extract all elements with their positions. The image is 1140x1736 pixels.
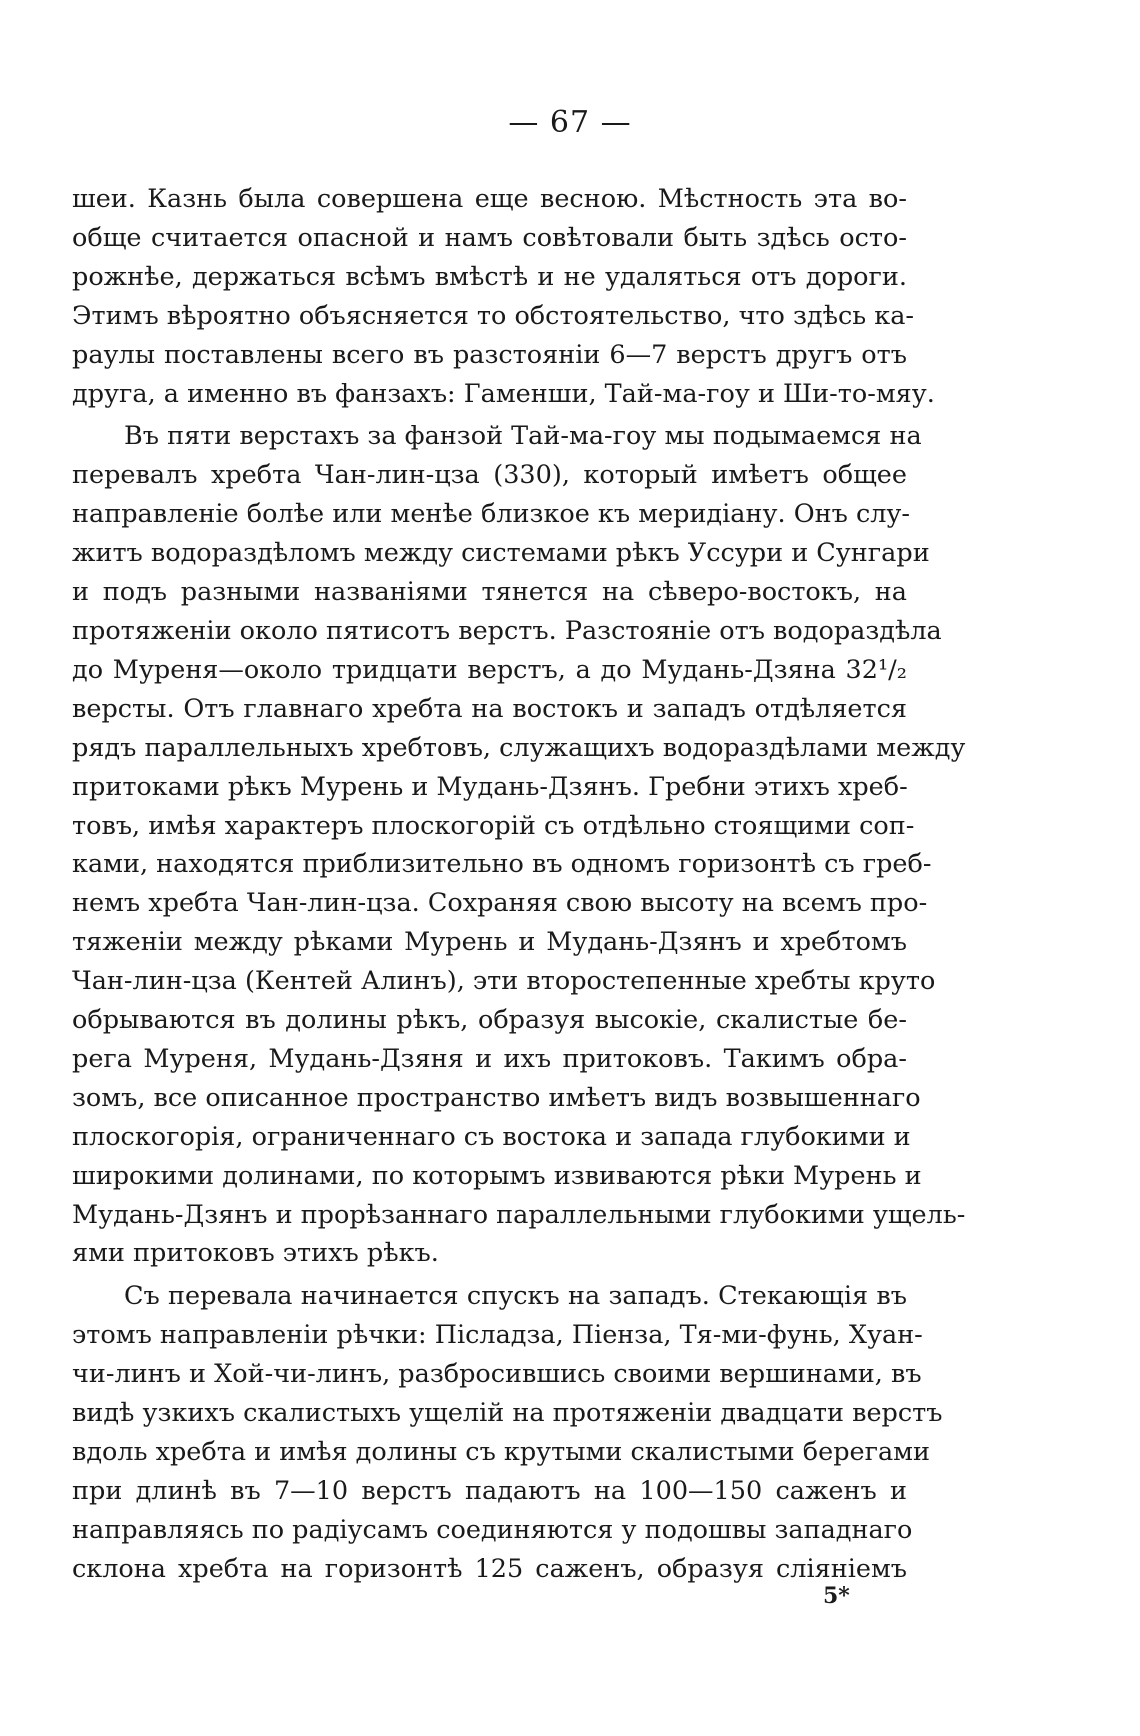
text-line: перевалъ хребта Чан-лин-цза (330), который имѣетъ общее bbox=[72, 460, 907, 491]
text-line: тяженіи между рѣками Мурень и Мудань-Дзянъ и хребтомъ bbox=[72, 927, 907, 958]
text-line: рядъ параллельныхъ хребтовъ, служащихъ водораздѣлами между bbox=[72, 732, 966, 763]
body-text bbox=[72, 180, 966, 1589]
paragraph bbox=[72, 417, 966, 1273]
text-line: и подъ разными названіями тянется на сѣверо-востокъ, на bbox=[72, 577, 907, 608]
text-line: обще считается опасной и намъ совѣтовали быть здѣсь осто- bbox=[72, 222, 907, 253]
text-line: видѣ узкихъ скалистыхъ ущелій на протяженіи двадцати верстъ bbox=[72, 1398, 943, 1429]
text-line: версты. Отъ главнаго хребта на востокъ и западъ отдѣляется bbox=[72, 693, 907, 724]
text-line: Съ перевала начинается спускъ на западъ. Стекающія въ bbox=[124, 1281, 907, 1312]
text-line: склона хребта на горизонтѣ 125 саженъ, образуя сліяніемъ bbox=[72, 1553, 907, 1584]
text-line: протяженіи около пятисотъ верстъ. Разстояніе отъ водораздѣла bbox=[72, 615, 942, 646]
text-line: этомъ направленіи рѣчки: Післадза, Піенза, Тя-ми-фунь, Хуан- bbox=[72, 1320, 923, 1351]
text-line: раулы поставлены всего въ разстояніи 6—7 верстъ другъ отъ bbox=[72, 339, 907, 370]
signature-mark: 5* bbox=[823, 1583, 850, 1609]
text-line: при длинѣ въ 7—10 верстъ падаютъ на 100—150 саженъ и bbox=[72, 1475, 907, 1506]
text-line: зомъ, все описанное пространство имѣетъ видъ возвышеннаго bbox=[72, 1082, 921, 1113]
text-line: друга, а именно въ фанзахъ: Гаменши, Тай-ма-гоу и Ши-то-мяу. bbox=[72, 378, 935, 409]
text-line: ками, находятся приблизительно въ одномъ горизонтѣ съ греб- bbox=[72, 849, 932, 880]
text-line: немъ хребта Чан-лин-цза. Сохраняя свою высоту на всемъ про- bbox=[72, 888, 928, 919]
paragraph bbox=[72, 1277, 943, 1588]
page-number: — 67 — bbox=[508, 105, 632, 140]
text-line: плоскогорія, ограниченнаго съ востока и запада глубокими и bbox=[72, 1121, 911, 1152]
text-line: шеи. Казнь была совершена еще весною. Мѣстность эта во- bbox=[72, 184, 907, 214]
text-line: чи-линъ и Хой-чи-линъ, разбросившись своими вершинами, въ bbox=[72, 1359, 922, 1390]
text-line: Въ пяти верстахъ за фанзой Тай-ма-гоу мы подымаемся на bbox=[124, 421, 922, 452]
text-line: рега Муреня, Мудань-Дзяня и ихъ притоковъ. Такимъ обра- bbox=[72, 1043, 907, 1074]
text-line: ями притоковъ этихъ рѣкъ. bbox=[72, 1238, 439, 1269]
text-line: рожнѣе, держаться всѣмъ вмѣстѣ и не удаляться отъ дороги. bbox=[72, 261, 907, 292]
text-line: Чан-лин-цза (Кентей Алинъ), эти второстепенные хребты круто bbox=[72, 966, 936, 997]
text-line: до Муреня—около тридцати верстъ, а до Мудань-Дзяна 32¹/₂ bbox=[72, 654, 907, 685]
text-line: обрываются въ долины рѣкъ, образуя высокіе, скалистые бе- bbox=[72, 1005, 907, 1036]
text-line: вдоль хребта и имѣя долины съ крутыми скалистыми берегами bbox=[72, 1437, 931, 1467]
text-line: направленіе болѣе или менѣе близкое къ меридіану. Онъ слу- bbox=[72, 499, 911, 530]
text-line: житъ водораздѣломъ между системами рѣкъ Уссури и Сунгари bbox=[72, 538, 930, 569]
text-line: направляясь по радіусамъ соединяются у подошвы западнаго bbox=[72, 1514, 913, 1545]
text-line: широкими долинами, по которымъ извиваются рѣки Мурень и bbox=[72, 1160, 922, 1191]
text-line: Мудань-Дзянъ и прорѣзаннаго параллельными глубокими ущель- bbox=[72, 1199, 966, 1230]
text-line: Этимъ вѣроятно объясняется то обстоятельство, что здѣсь ка- bbox=[72, 300, 915, 331]
paragraph bbox=[72, 180, 935, 413]
text-line: притоками рѣкъ Мурень и Мудань-Дзянъ. Гребни этихъ хреб- bbox=[72, 771, 908, 802]
text-line: товъ, имѣя характеръ плоскогорій съ отдѣльно стоящими соп- bbox=[72, 810, 915, 841]
